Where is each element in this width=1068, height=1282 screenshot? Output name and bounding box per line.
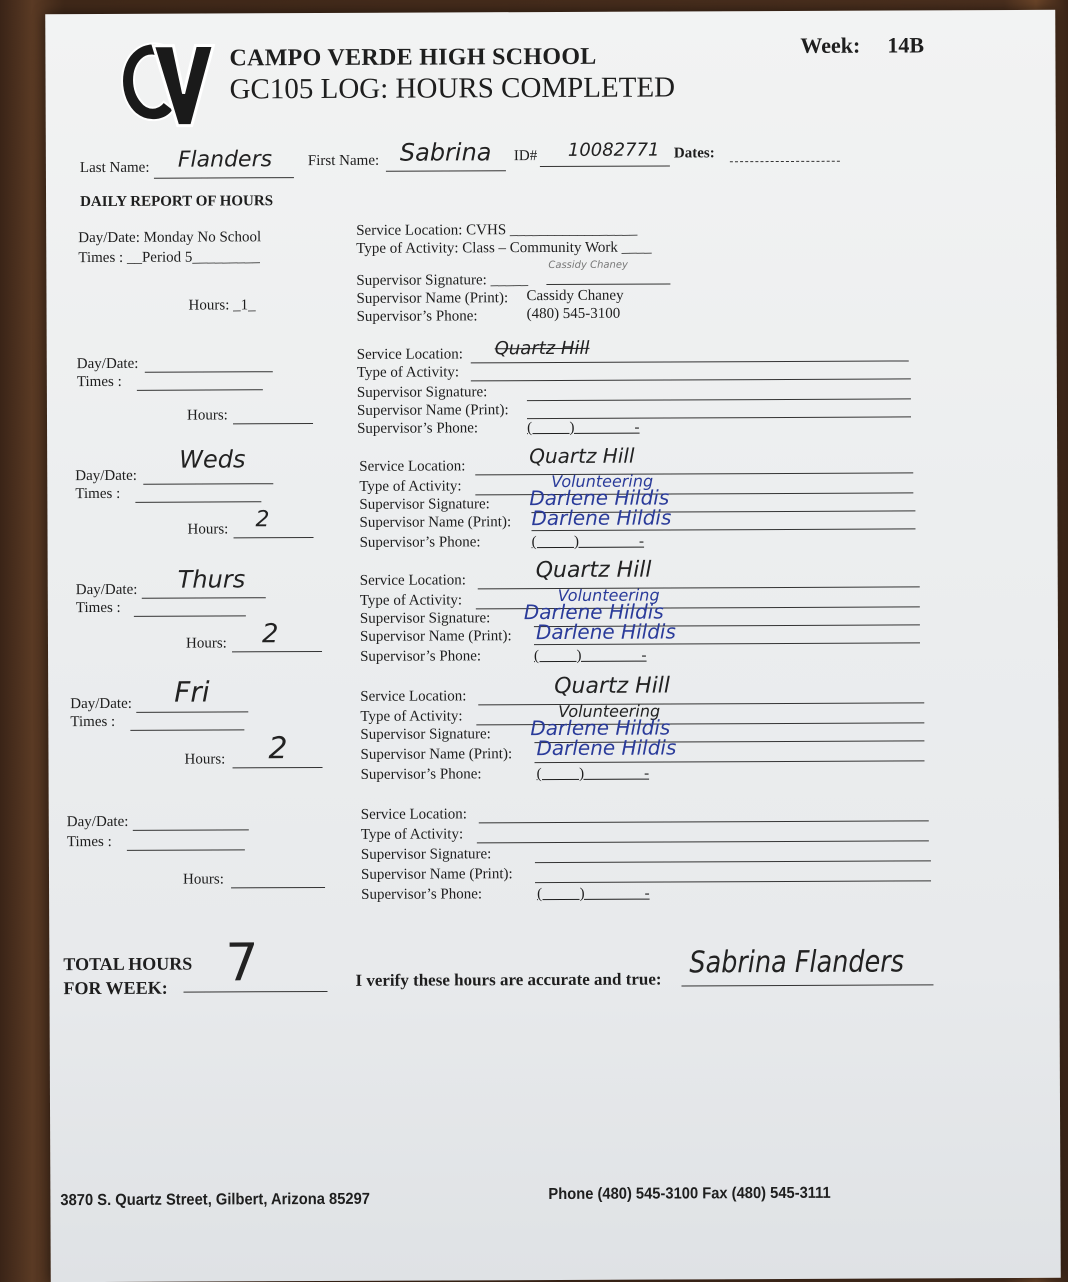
entry1-times: Times : __Period 5_________ xyxy=(78,249,260,267)
entry3-type-of-activity-label: Type of Activity: xyxy=(359,478,462,495)
entry5-day-date-line xyxy=(136,711,248,712)
entry6-hours-line xyxy=(231,887,325,888)
entry5-day-date-label: Day/Date: xyxy=(70,695,132,713)
entry3-day-date-line xyxy=(143,483,273,485)
entry6-supervisor-signature-label: Supervisor Signature: xyxy=(360,846,492,863)
entry3-service-location-line xyxy=(475,472,913,475)
entry3-activity-value: Volunteering xyxy=(551,471,654,492)
entry3-name-value: Darlene Hildis xyxy=(531,505,672,531)
entry3-times-label: Times : xyxy=(75,485,121,503)
entry2-hours-line xyxy=(233,423,313,424)
entry5-supervisor-name-label: Supervisor Name (Print): xyxy=(360,746,513,763)
cv-logo-graphic xyxy=(107,35,215,129)
entry4-supervisor-phone-label: Supervisor’s Phone: xyxy=(360,648,482,665)
entry5-times-line xyxy=(130,729,244,730)
entry4-activity-value: Volunteering xyxy=(557,585,660,605)
id-line xyxy=(540,165,670,167)
entry5-name-line xyxy=(535,760,925,763)
entry3-service-location-label: Service Location: xyxy=(359,458,466,475)
entry4-name-value: Darlene Hildis xyxy=(535,619,676,645)
footer-contact: Phone (480) 545-3100 Fax (480) 545-3111 xyxy=(548,1184,831,1204)
entry6-day-date-line xyxy=(133,829,249,831)
entry5-phone-template: ( ) - xyxy=(536,765,650,783)
entry4-day-date-line xyxy=(142,597,266,599)
entry2-day-date-label: Day/Date: xyxy=(76,355,139,373)
entry4-hours-value: 2 xyxy=(261,619,279,650)
entry1-signature-hand: Cassidy Chaney xyxy=(548,259,628,272)
entry6-type-of-activity-label: Type of Activity: xyxy=(360,826,464,843)
entry3-day-date-label: Day/Date: xyxy=(75,467,137,485)
entry4-service-location-line xyxy=(478,586,920,589)
entry1-signature-line xyxy=(546,283,670,285)
entry5-type-of-activity-label: Type of Activity: xyxy=(360,708,463,725)
entry4-times-line xyxy=(134,615,246,616)
entry2-type-of-activity-label: Type of Activity: xyxy=(356,364,460,381)
entry2-type-line xyxy=(471,378,911,381)
entry5-service-location-value: Quartz Hill xyxy=(554,673,671,699)
first-name-value: Sabrina xyxy=(399,138,492,167)
entry5-day-value: Fri xyxy=(174,675,210,709)
verify-statement: I verify these hours are accurate and true: xyxy=(355,969,662,990)
entry3-day-value: Weds xyxy=(179,445,246,474)
entry4-service-location-label: Service Location: xyxy=(359,572,466,589)
entry1-type-of-activity: Type of Activity: Class – Community Work ____ xyxy=(356,239,652,257)
entry3-phone-template: ( ) - xyxy=(531,533,645,551)
entry1-hours: Hours: _1_ xyxy=(188,297,256,314)
entry3-supervisor-name-label: Supervisor Name (Print): xyxy=(359,514,512,531)
entry6-times-label: Times : xyxy=(66,833,112,851)
entry2-supervisor-signature-label: Supervisor Signature: xyxy=(356,384,488,401)
entry2-hours-label: Hours: xyxy=(186,407,228,424)
entry2-signature-line xyxy=(527,398,911,401)
entry4-day-date-label: Day/Date: xyxy=(75,581,138,599)
entry1-supervisor-name-label: Supervisor Name (Print): xyxy=(356,290,509,307)
entry5-activity-value: Volunteering xyxy=(558,701,661,721)
last-name-value: Flanders xyxy=(177,147,273,173)
entry6-supervisor-name-label: Supervisor Name (Print): xyxy=(360,866,513,883)
week-label: Week: xyxy=(800,32,861,58)
entry1-supervisor-signature: Supervisor Signature: _____ xyxy=(356,272,529,289)
section-title: DAILY REPORT OF HOURS xyxy=(80,193,274,211)
entry6-service-location-line xyxy=(479,820,929,823)
total-hours-label-line2: FOR WEEK: xyxy=(63,977,168,999)
entry3-hours-label: Hours: xyxy=(187,521,229,538)
entry4-type-of-activity-label: Type of Activity: xyxy=(359,592,463,609)
entry3-signature-value: Darlene Hildis xyxy=(529,485,670,511)
entry4-phone-template: ( ) - xyxy=(534,647,647,665)
total-hours-label-line1: TOTAL HOURS xyxy=(63,953,193,975)
entry3-supervisor-phone-label: Supervisor’s Phone: xyxy=(359,534,481,551)
week-value: 14B xyxy=(887,32,925,58)
total-hours-value: 7 xyxy=(225,933,259,994)
entry5-hours-label: Hours: xyxy=(184,751,226,768)
entry2-times-label: Times : xyxy=(76,373,122,391)
entry5-times-label: Times : xyxy=(70,713,116,731)
entry5-hours-value: 2 xyxy=(268,731,288,767)
entry2-supervisor-phone-label: Supervisor’s Phone: xyxy=(357,420,479,437)
entry4-times-label: Times : xyxy=(75,599,121,617)
entry6-type-line xyxy=(477,840,929,843)
footer-address: 3870 S. Quartz Street, Gilbert, Arizona 85297 xyxy=(60,1190,370,1210)
entry5-supervisor-phone-label: Supervisor’s Phone: xyxy=(360,766,482,783)
entry3-supervisor-signature-label: Supervisor Signature: xyxy=(359,496,490,513)
first-name-line xyxy=(386,170,506,172)
first-name-label: First Name: xyxy=(307,152,380,170)
entry1-day-date: Day/Date: Monday No School xyxy=(78,229,262,247)
entry6-day-date-label: Day/Date: xyxy=(66,813,129,831)
entry2-service-location-value: Quartz Hill xyxy=(494,337,590,360)
form-title: GC105 LOG: HOURS COMPLETED xyxy=(229,71,676,106)
last-name-line xyxy=(154,177,294,179)
last-name-label: Last Name: xyxy=(79,159,150,177)
entry2-times-line xyxy=(137,389,263,391)
dates-line xyxy=(730,161,840,162)
entry2-name-line xyxy=(527,416,911,419)
entry4-hours-label: Hours: xyxy=(185,635,227,652)
entry3-service-location-value: Quartz Hill xyxy=(529,443,635,469)
school-name: CAMPO VERDE HIGH SCHOOL xyxy=(229,43,597,72)
id-value: 10082771 xyxy=(567,139,660,161)
entry2-service-location-line xyxy=(471,360,909,363)
student-signature: Sabrina Flanders xyxy=(689,944,905,981)
entry4-signature-value: Darlene Hildis xyxy=(523,599,664,625)
id-label: ID# xyxy=(513,148,538,165)
entry5-service-location-line xyxy=(478,702,924,705)
entry5-hours-line xyxy=(233,767,323,768)
entry6-service-location-label: Service Location: xyxy=(360,806,467,823)
entry3-hours-value: 2 xyxy=(255,507,270,533)
entry1-supervisor-phone-label: Supervisor’s Phone: xyxy=(356,308,478,325)
entry5-supervisor-signature-label: Supervisor Signature: xyxy=(360,726,491,743)
entry4-service-location-value: Quartz Hill xyxy=(535,557,652,584)
entry2-service-location-label: Service Location: xyxy=(356,346,463,363)
entry2-supervisor-name-label: Supervisor Name (Print): xyxy=(356,402,509,419)
entry6-name-line xyxy=(535,880,931,883)
entry4-supervisor-signature-label: Supervisor Signature: xyxy=(359,610,491,627)
cv-logo xyxy=(107,35,215,129)
entry1-supervisor-phone: (480) 545-3100 xyxy=(526,305,621,323)
log-form-sheet xyxy=(45,10,1061,1282)
entry5-name-value: Darlene Hildis xyxy=(536,735,677,761)
verify-signature-line xyxy=(681,984,933,986)
entry4-supervisor-name-label: Supervisor Name (Print): xyxy=(359,628,512,645)
total-hours-label xyxy=(63,952,192,1001)
entry3-hours-line xyxy=(234,537,314,538)
entry2-phone-template: ( ) - xyxy=(527,419,640,437)
entry5-service-location-label: Service Location: xyxy=(360,688,467,705)
entry4-day-value: Thurs xyxy=(177,565,246,594)
entry1-service-location: Service Location: CVHS _________________ xyxy=(356,221,638,239)
entry3-times-line xyxy=(135,501,261,503)
entry6-signature-line xyxy=(535,860,931,863)
entry6-phone-template: ( ) - xyxy=(537,885,650,903)
entry6-supervisor-phone-label: Supervisor’s Phone: xyxy=(361,886,483,903)
entry6-times-line xyxy=(127,849,245,851)
entry6-hours-label: Hours: xyxy=(182,871,224,888)
entry1-supervisor-name: Cassidy Chaney xyxy=(526,287,624,305)
entry2-day-date-line xyxy=(145,371,273,373)
entry5-signature-value: Darlene Hildis xyxy=(530,715,671,741)
dates-label: Dates: xyxy=(673,145,715,162)
entry4-hours-line xyxy=(232,651,322,652)
